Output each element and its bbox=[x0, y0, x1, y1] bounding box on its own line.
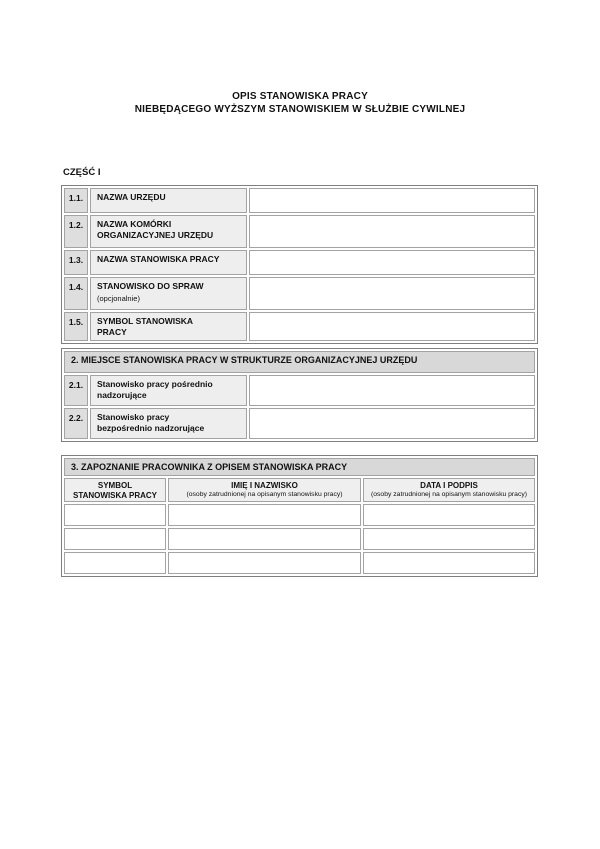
row-value-field bbox=[249, 188, 535, 213]
table-row bbox=[64, 250, 535, 275]
row-number: 1.1. bbox=[64, 188, 88, 213]
date-signature-cell bbox=[363, 504, 535, 526]
signature-row bbox=[64, 552, 535, 574]
row-value-field bbox=[249, 277, 535, 310]
section-header-row bbox=[64, 351, 535, 373]
row-value-field bbox=[249, 215, 535, 248]
part1-heading: CZĘŚĆ I bbox=[63, 167, 101, 178]
name-cell bbox=[168, 504, 361, 526]
symbol-cell bbox=[64, 528, 166, 550]
part1-table bbox=[61, 185, 538, 344]
column-title-line2: STANOWISKA PRACY bbox=[73, 490, 157, 500]
row-label: NAZWA STANOWISKA PRACY bbox=[90, 250, 247, 275]
row-label: Stanowisko pracy bezpośrednio nadzorujące bbox=[90, 408, 247, 439]
row-label: NAZWA URZĘDU bbox=[90, 188, 247, 213]
name-cell bbox=[168, 528, 361, 550]
date-signature-cell bbox=[363, 552, 535, 574]
column-header-name bbox=[168, 478, 361, 502]
symbol-cell bbox=[64, 552, 166, 574]
table-row bbox=[64, 188, 535, 213]
section-header-row bbox=[64, 458, 535, 476]
date-signature-cell bbox=[363, 528, 535, 550]
column-header-date-signature bbox=[363, 478, 535, 502]
row-label: SYMBOL STANOWISKA PRACY bbox=[90, 312, 247, 341]
table-row bbox=[64, 408, 535, 439]
column-title: SYMBOL bbox=[97, 481, 133, 490]
row-number: 1.5. bbox=[64, 312, 88, 341]
signature-row bbox=[64, 504, 535, 526]
table-row bbox=[64, 215, 535, 248]
signature-row bbox=[64, 528, 535, 550]
part3-heading: 3. ZAPOZNANIE PRACOWNIKA Z OPISEM STANOWISKA PRACY bbox=[64, 458, 535, 476]
document-title bbox=[0, 90, 600, 116]
column-subtitle: (osoby zatrudnionej na opisanym stanowisku pracy) bbox=[370, 490, 528, 498]
row-label bbox=[90, 277, 247, 310]
row-label-text: STANOWISKO DO SPRAW bbox=[97, 281, 204, 291]
row-number: 2.1. bbox=[64, 375, 88, 406]
row-number: 1.3. bbox=[64, 250, 88, 275]
row-label-note: (opcjonalnie) bbox=[97, 293, 140, 303]
row-number: 1.2. bbox=[64, 215, 88, 248]
table-row bbox=[64, 312, 535, 341]
part3-table bbox=[61, 455, 538, 577]
document-title-line2: NIEBĘDĄCEGO WYŻSZYM STANOWISKIEM W SŁUŻBIE CYWILNEJ bbox=[134, 104, 466, 115]
column-header-symbol bbox=[64, 478, 166, 502]
row-label: Stanowisko pracy pośrednio nadzorujące bbox=[90, 375, 247, 406]
part2-heading: 2. MIEJSCE STANOWISKA PRACY W STRUKTURZE ORGANIZACYJNEJ URZĘDU bbox=[64, 351, 535, 373]
document-title-line1: OPIS STANOWISKA PRACY bbox=[232, 91, 368, 102]
row-value-field bbox=[249, 312, 535, 341]
symbol-cell bbox=[64, 504, 166, 526]
row-number: 1.4. bbox=[64, 277, 88, 310]
table-row bbox=[64, 277, 535, 310]
column-header-row bbox=[64, 478, 535, 502]
name-cell bbox=[168, 552, 361, 574]
table-row bbox=[64, 375, 535, 406]
column-title: DATA I PODPIS bbox=[420, 481, 478, 490]
row-value-field bbox=[249, 408, 535, 439]
row-number: 2.2. bbox=[64, 408, 88, 439]
row-value-field bbox=[249, 250, 535, 275]
column-title: IMIĘ I NAZWISKO bbox=[231, 481, 298, 490]
row-label: NAZWA KOMÓRKI ORGANIZACYJNEJ URZĘDU bbox=[90, 215, 247, 248]
part2-table bbox=[61, 348, 538, 442]
row-value-field bbox=[249, 375, 535, 406]
column-subtitle: (osoby zatrudnionej na opisanym stanowisku pracy) bbox=[186, 490, 343, 498]
